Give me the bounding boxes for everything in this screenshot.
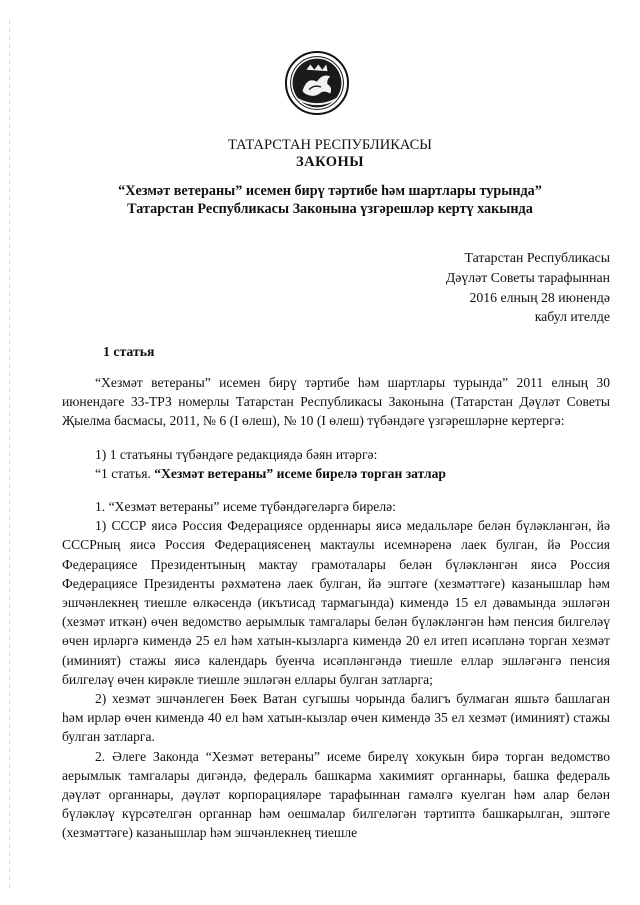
adoption-note (446, 248, 610, 327)
body-paragraph-6: 2) хезмәт эшчәнлеген Бөек Ватан сугышы чорында балигъ булмаган яшьтә башлаган һәм ирләр өчен кимендә 40 ел һәм хатын-кызлар өчен кимендә 35 ел хезмәт (иминият) стажы булган затларга. (62, 691, 610, 745)
adoption-line-2: Дәүләт Советы тарафыннан (445, 269, 610, 285)
document-body (62, 373, 610, 843)
body-paragraph-1: “Хезмәт ветераны” исемен бирү тәртибе һәм шартлары турында” 2011 елның 30 июнендәге 33-ТРЗ номерлы Татарстан Республикасы Законына (Татарстан Дәүләт Советы Җыелма басмасы, 2011, № 6 (I өлеш), № 10 (I өлеш) түбәндәге үзгәрешләрне кертергә: (62, 375, 610, 429)
article-quote-prefix: “1 статья. (95, 465, 155, 481)
article-quote-title: “Хезмәт ветераны” исеме бирелә торган затлар (154, 465, 446, 481)
tatarstan-coat-of-arms-icon (284, 50, 350, 116)
law-title-line-2: Татарстан Республикасы Законына үзгәрешләр кертү хакында (127, 201, 533, 217)
body-paragraph-5: 1) СССР яисә Россия Федерациясе орденнары яисә медальләре белән бүләкләнгән, йә СССРның яисә Россия Федерациясенең мактаулы исемнәренә лаек булган, йә Россия Федерациясе Президентының мактау грамоталары белән бүләкләнгән яисә Россия Федерациясе Президенты рәхмәтенә лаек булган, йә эштәге (хезмәттәге) казанышлар һәм эшчәнлекнең тиешле өлкәсендә (икътисад тармагында) кимендә 15 ел дәвамында эшләгән (хезмәт иткән) өчен ведомство аерымлык тамгалары белән бүләкләнгән һәм пенсия билгеләү өчен ирләргә кимендә 25 ел һәм хатын-кызларга кимендә 20 ел итеп исәпләнә торган хезмәт (иминият) стажы яисә календарь буенча исәпләнгәндә тиешле еллар эшләгәнгә пенсия билгеләү өчен кирәкле тиешле эшләгән еллары булган затларга; (62, 518, 610, 687)
adoption-line-3: 2016 елның 28 июнендә (469, 289, 610, 305)
scan-edge-dots (9, 20, 11, 890)
body-paragraph-2: 1) 1 статьяны түбәндәге редакциядә бәян итәргә: (95, 446, 378, 462)
law-heading: ЗАКОНЫ (295, 154, 365, 170)
republic-name: ТАТАРСТАН РЕСПУБЛИКАСЫ (228, 137, 432, 153)
adoption-line-1: Татарстан Республикасы (464, 250, 610, 265)
law-title-line-1: “Хезмәт ветераны” исемен бирү тәртибе һәм шартлары турында” (118, 183, 542, 199)
body-paragraph-4: 1. “Хезмәт ветераны” исеме түбәндәгеләргә бирелә: (95, 499, 396, 515)
body-paragraph-7: 2. Әлеге Законда “Хезмәт ветераны” исеме бирелү хокукын бирә торган ведомство аерымлык тамгалары дигәндә, федераль башкарма хакимият органнары, башка федераль дәүләт органнары, дәүләт корпорацияләре тарафыннан гамәлгә куелган һәм алар белән бүләкләү күрсәтелгән органнар һәм оешмалар билгеләгән тәртиптә башкарылган, эштәге (хезмәттәге) казанышлар һәм эшчәнлекнең тиешле (62, 748, 610, 841)
body-paragraph-3 (62, 464, 610, 483)
article-heading: 1 статья (103, 344, 155, 359)
adoption-line-4: кабул ителде (534, 309, 610, 325)
